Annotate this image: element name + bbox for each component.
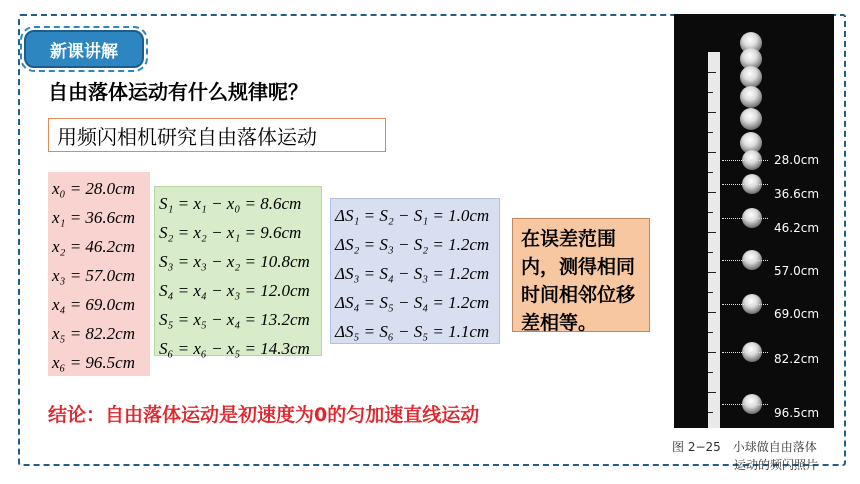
displacement-row: S₄ = x₄ − x₃ = 12.0cm	[159, 281, 310, 300]
error-note: 在误差范围内，测得相同时间相邻位移差相等。	[512, 218, 650, 332]
measuring-ruler	[708, 52, 720, 428]
differences-box	[330, 198, 500, 344]
topic-text: 用频闪相机研究自由落体运动	[57, 124, 317, 149]
difference-row: ΔS₅ = S₆ − S₅ = 1.1cm	[335, 322, 490, 341]
photo-label: 82.2cm	[774, 352, 820, 366]
displacement-row: S₅ = x₅ − x₄ = 13.2cm	[159, 310, 310, 329]
displacements-box	[154, 186, 322, 356]
photo-label: 46.2cm	[774, 221, 820, 235]
marker-line	[722, 352, 768, 353]
difference-row: ΔS₂ = S₃ − S₂ = 1.2cm	[335, 235, 490, 254]
position-row: x₃ = 57.0cm	[52, 266, 135, 285]
ball-image	[740, 66, 762, 88]
marker-line	[722, 260, 768, 261]
caption-line-2: 运动的频闪照片	[734, 458, 819, 472]
difference-row: ΔS₄ = S₅ − S₄ = 1.2cm	[335, 293, 490, 312]
displacement-row: S₂ = x₂ − x₁ = 9.6cm	[159, 223, 302, 242]
position-row: x₂ = 46.2cm	[52, 237, 135, 256]
caption-line-1: 图 2−25 小球做自由落体	[672, 440, 817, 454]
difference-row: ΔS₁ = S₂ − S₁ = 1.0cm	[335, 206, 490, 225]
strobe-photo	[674, 14, 834, 428]
position-row: x₄ = 69.0cm	[52, 295, 135, 314]
marker-line	[722, 160, 768, 161]
marker-line	[722, 404, 768, 405]
topic-box	[48, 118, 386, 152]
position-row: x₅ = 82.2cm	[52, 324, 135, 343]
marker-line	[722, 218, 768, 219]
marker-line	[722, 304, 768, 305]
position-row: x₁ = 36.6cm	[52, 208, 135, 227]
displacement-row: S₆ = x₆ − x₅ = 14.3cm	[159, 339, 310, 358]
photo-label: 69.0cm	[774, 307, 820, 321]
difference-row: ΔS₃ = S₄ − S₃ = 1.2cm	[335, 264, 490, 283]
position-row: x₆ = 96.5cm	[52, 353, 135, 372]
ball-image	[740, 108, 762, 130]
section-badge: 新课讲解	[24, 30, 144, 68]
photo-label: 36.6cm	[774, 187, 820, 201]
photo-label: 57.0cm	[774, 264, 820, 278]
displacement-row: S₁ = x₁ − x₀ = 8.6cm	[159, 194, 302, 213]
displacement-row: S₃ = x₃ − x₂ = 10.8cm	[159, 252, 310, 271]
slide-question: 自由落体运动有什么规律呢？	[48, 80, 308, 104]
conclusion-text: 结论：自由落体运动是初速度为0的匀加速直线运动	[48, 404, 480, 426]
photo-label: 96.5cm	[774, 406, 820, 420]
figure-caption	[672, 438, 842, 474]
positions-box	[48, 172, 150, 376]
position-row: x₀ = 28.0cm	[52, 179, 135, 198]
ball-image	[740, 86, 762, 108]
marker-line	[722, 184, 768, 185]
photo-label: 28.0cm	[774, 153, 820, 167]
